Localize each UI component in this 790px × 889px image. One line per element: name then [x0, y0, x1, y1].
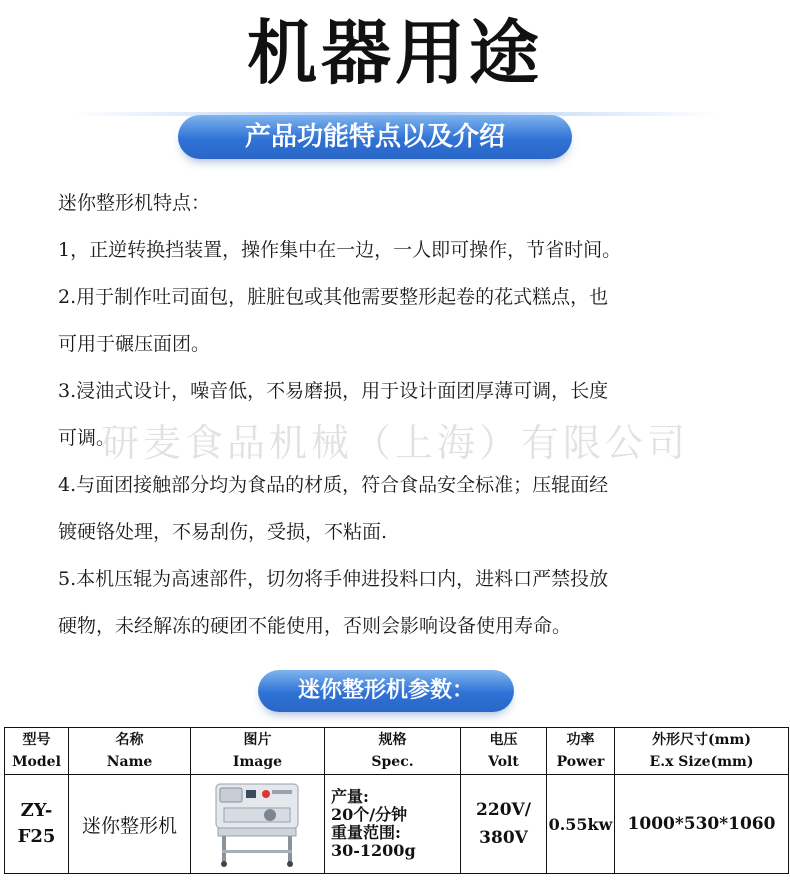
cell-model: ZY-F25: [5, 775, 69, 874]
feature-line: 4.与面团接触部分均为食品的材质，符合食品安全标准；压辊面经: [58, 474, 609, 496]
cell-power: 0.55kw: [547, 775, 615, 874]
feature-line: 3.浸油式设计，噪音低，不易磨损，用于设计面团厚薄可调，长度: [58, 380, 609, 402]
machine-image: [210, 780, 306, 868]
spec-table: [4, 727, 789, 874]
cell-spec: 产量: 20个/分钟 重量范围: 30-1200g: [325, 775, 461, 874]
cell-volt: 220V/ 380V: [461, 775, 547, 874]
table-row: [5, 775, 789, 874]
section-heading-features: 产品功能特点以及介绍: [178, 115, 572, 159]
cell-name: 迷你整形机: [69, 775, 191, 874]
table-header-row: [5, 728, 789, 775]
header-size: 外形尺寸(mm) E.x Size(mm): [615, 728, 789, 775]
features-text: [58, 180, 778, 650]
cell-image: [191, 775, 325, 874]
feature-line: 硬物，未经解冻的硬团不能使用，否则会影响设备使用寿命。: [58, 615, 572, 637]
header-power: 功率 Power: [547, 728, 615, 775]
cell-size: 1000*530*1060: [615, 775, 789, 874]
header-name: 名称 Name: [69, 728, 191, 775]
header-spec: 规格 Spec.: [325, 728, 461, 775]
features-intro: 迷你整形机特点：: [58, 192, 211, 214]
header-volt: 电压 Volt: [461, 728, 547, 775]
feature-line: 镀硬铬处理，不易刮伤，受损，不粘面.: [58, 521, 388, 543]
header-model: 型号 Model: [5, 728, 69, 775]
header-image: 图片 Image: [191, 728, 325, 775]
section-heading-specs: 迷你整形机参数：: [258, 670, 514, 712]
feature-line: 可调。: [58, 427, 116, 449]
feature-line: 可用于碾压面团。: [58, 333, 211, 355]
feature-line: 2.用于制作吐司面包，脏脏包或其他需要整形起卷的花式糕点，也: [58, 286, 609, 308]
page-title: 机器用途: [247, 12, 543, 94]
company-watermark: 研麦食品机械（上海）有限公司: [100, 421, 689, 465]
feature-line: 5.本机压辊为高速部件，切勿将手伸进投料口内，进料口严禁投放: [58, 568, 609, 590]
feature-line: 1，正逆转换挡装置，操作集中在一边，一人即可操作，节省时间。: [58, 239, 622, 261]
